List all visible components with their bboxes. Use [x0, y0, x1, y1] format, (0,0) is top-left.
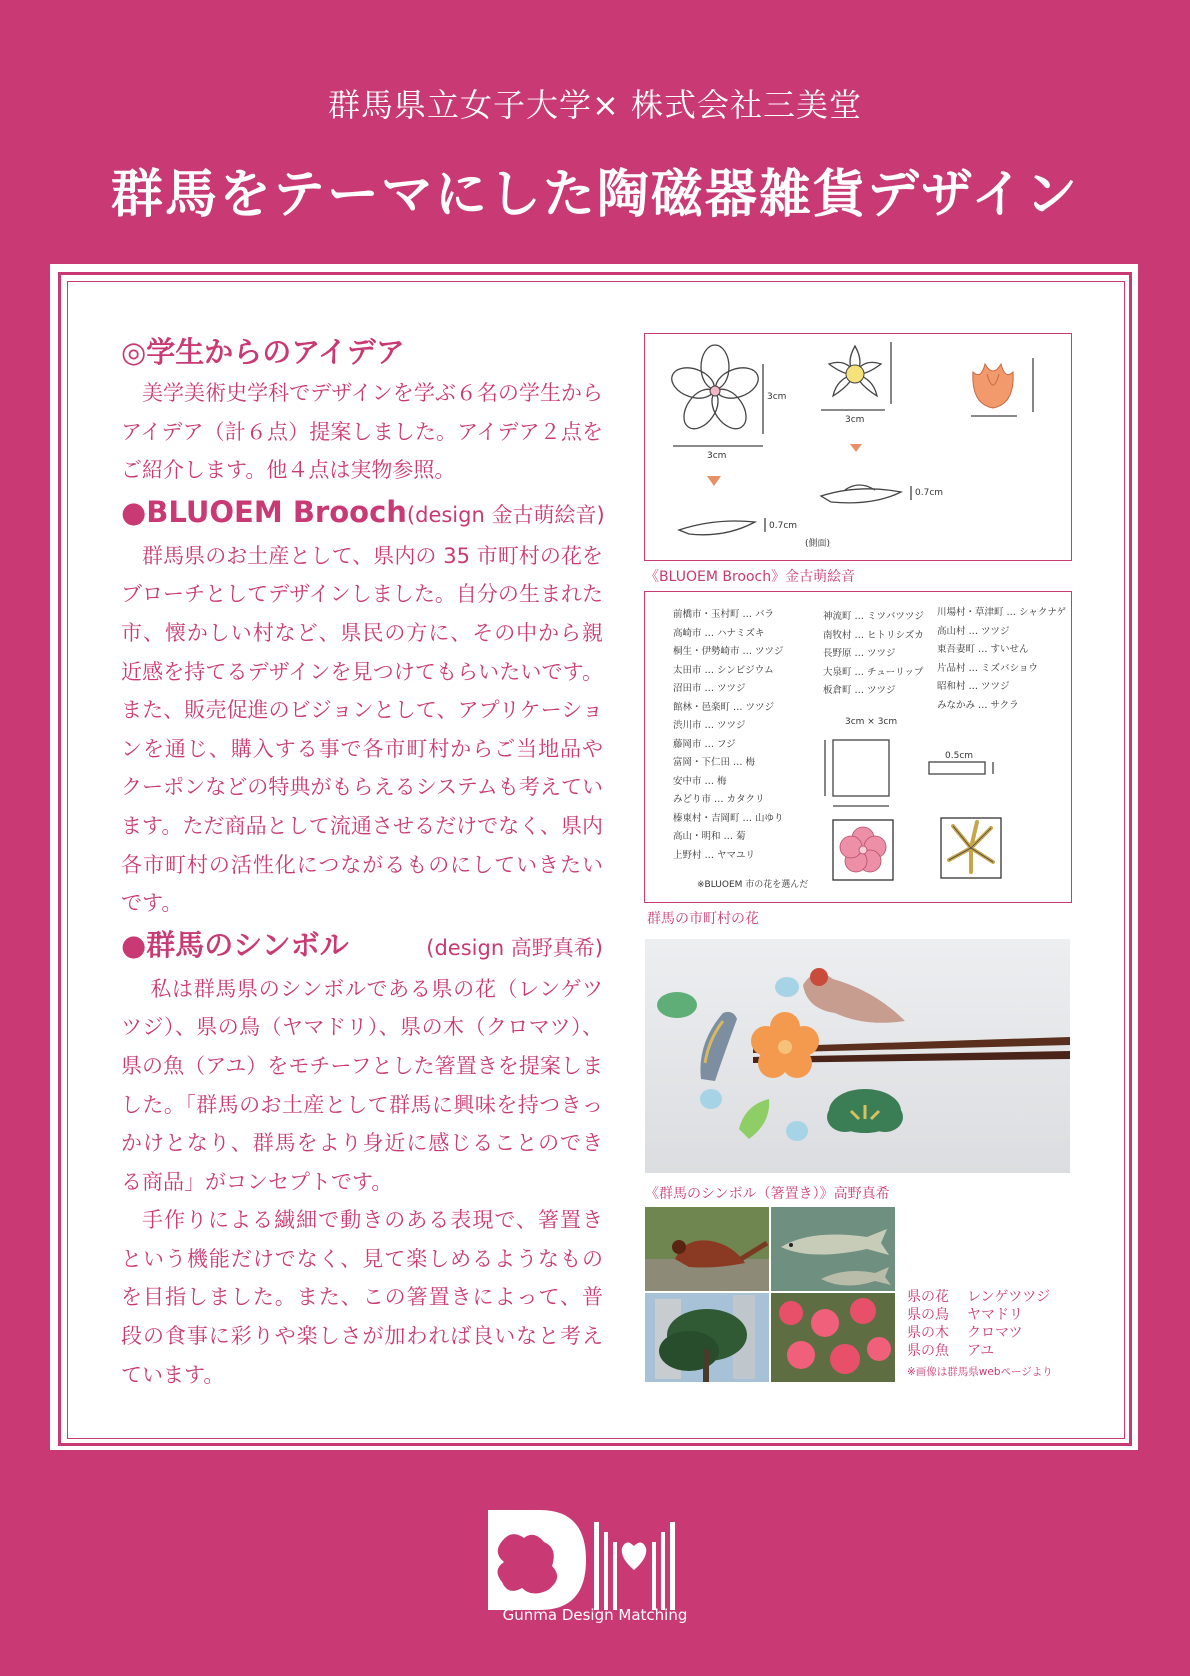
flower-list-item: 富岡・下仁田 … 梅: [673, 757, 756, 768]
azalea-illustration: [771, 1293, 895, 1382]
legend-row: [907, 1306, 1053, 1324]
intro-heading: ◎学生からのアイデア: [121, 335, 405, 369]
pheasant-illustration: [645, 1207, 769, 1291]
pine-illustration: [645, 1293, 769, 1382]
flower-list-item: 館林・邑楽町 … ツツジ: [673, 701, 775, 713]
legend-note: ※画像は群馬県webページより: [907, 1366, 1053, 1378]
flower-list-item: 高山村 … ツツジ: [937, 625, 1010, 637]
sketch-note: ※BLUOEM 市の花を選んだ: [697, 880, 809, 890]
pine-photo: [645, 1293, 769, 1382]
poster-title: 群馬をテーマにした陶磁器雑貨デザイン: [110, 165, 1080, 225]
flower-list-item: みなかみ … サクラ: [937, 699, 1019, 711]
lily-tile: [941, 818, 1001, 878]
narcissus-sketch: [829, 346, 881, 396]
flower-list-item: みどり市 … カタクリ: [673, 794, 765, 805]
azalea-photo: [771, 1293, 895, 1382]
bluoem-designer: (design 金古萌絵音): [406, 502, 605, 527]
dim-text-1: 3cm: [767, 392, 787, 402]
legend-key: 県の花: [907, 1289, 949, 1305]
flower-list-item: 板倉町 … ツツジ: [823, 685, 896, 696]
legend-row: [907, 1324, 1053, 1342]
legend-value: ヤマドリ: [967, 1307, 1023, 1323]
side-view-text: (側面): [805, 539, 831, 549]
symbol-heading: ●群馬のシンボル: [121, 927, 349, 962]
size-text: 3cm × 3cm: [845, 717, 898, 727]
flower-list-item: 東吾妻町 … すいせん: [937, 644, 1029, 655]
flower-list-item: 安中市 … 梅: [673, 775, 727, 787]
symbol-body-2: 手作りによる繊細で動きのある表現で、箸置きという機能だけでなく、見て楽しめるようなものを目指しました。また、この箸置きによって、普段の食事に彩りや楽しさが加われば良いなと考えています。: [121, 1208, 603, 1387]
chopstick-rest-illustration: [645, 939, 1070, 1173]
bluoem-heading-row: [121, 490, 603, 537]
dim-text-3: 3cm: [845, 415, 865, 425]
thickness-text-1: 0.7cm: [769, 521, 798, 531]
flower-list-item: 桐生・伊勢崎市 … ツツジ: [673, 646, 784, 657]
pheasant-photo: [645, 1207, 769, 1291]
brooch-sketch-drawing: [645, 334, 1070, 559]
flower-list-item: 高崎市 … ハナミズキ: [673, 627, 765, 639]
dim-text-2: 3cm: [707, 451, 727, 461]
legend-row: [907, 1288, 1053, 1306]
city-flowers-drawing: [645, 592, 1070, 901]
chopstick-rest-caption: 《群馬のシンボル（箸置き）》高野真希: [645, 1186, 890, 1202]
flower-list-item: 榛東村・吉岡町 … 山ゆり: [673, 812, 784, 824]
city-flowers-sketch: [644, 591, 1072, 903]
ayu-photo: [771, 1207, 895, 1291]
flower-list-item: 昭和村 … ツツジ: [937, 681, 1010, 692]
flower-list-item: 神流町 … ミツバツツジ: [823, 611, 924, 622]
bluoem-heading: ●BLUOEM Brooch: [121, 494, 407, 529]
sakura-sketch: [668, 345, 763, 435]
legend-value: レンゲツツジ: [967, 1289, 1051, 1305]
legend-key: 県の木: [907, 1325, 949, 1341]
flower-list-item: 渋川市 … ツツジ: [673, 720, 746, 731]
legend-key: 県の魚: [907, 1343, 949, 1359]
thickness-text-3: 0.5cm: [945, 751, 974, 761]
legend-value: アユ: [967, 1343, 995, 1359]
flower-list-item: 高山・明和 … 菊: [673, 831, 746, 842]
flower-list-item: 上野村 … ヤマユリ: [673, 849, 756, 861]
chopstick-rest-photo: [645, 939, 1070, 1173]
text-column: [121, 330, 603, 1394]
legend-value: クロマツ: [967, 1325, 1023, 1341]
gdm-logo: [486, 1508, 676, 1618]
symbol-body-1: 私は群馬県のシンボルである県の花（レンゲツツジ）、県の鳥（ヤマドリ）、県の木（クロマツ）、県の魚（アユ）をモチーフとした箸置きを提案しました。「群馬のお土産として群馬に興味を持つきっかけとなり、群馬をより身近に感じることのできる商品」がコンセプトです。: [121, 976, 603, 1194]
symbol-designer: (design 高野真希): [426, 935, 603, 960]
symbol-legend: [907, 1288, 1053, 1381]
legend-row: [907, 1342, 1053, 1360]
brooch-sketch: [644, 333, 1072, 561]
logo-text: Gunma Design Matching: [502, 1606, 688, 1624]
poster-subtitle: 群馬県立女子大学× 株式会社三美堂: [328, 86, 862, 124]
flower-list-item: 大泉町 … チューリップ: [823, 666, 924, 678]
ume-tile: [833, 820, 893, 880]
intro-body: 美学美術史学科でデザインを学ぶ６名の学生からアイデア（計６点）提案しました。アイデア２点をご紹介します。他４点は実物参照。: [121, 381, 603, 483]
bluoem-body: 群馬県のお土産として、県内の 35 市町村の花をブローチとしてデザインしました。自分の生まれた市、懐かしい村など、県民の方に、その中から親近感を持てるデザインを見つけてもらいたいです。また、販売促進のビジョンとして、アプリケーションを通じ、購入する事で各市町村からご当地品やクーポンなどの特典がもらえるシステムも考えています。ただ商品として流通させるだけでなく、県内各市町村の活性化につながるものにしていきたいです。: [121, 543, 603, 916]
flower-list-item: 前橋市・玉村町 … バラ: [673, 609, 775, 620]
flower-list-item: 太田市 … シンビジウム: [673, 664, 774, 676]
flower-list-item: 沼田市 … ツツジ: [673, 683, 746, 694]
city-flowers-caption: 群馬の市町村の花: [647, 911, 759, 927]
tulip-sketch: [973, 364, 1013, 408]
ayu-illustration: [771, 1207, 895, 1291]
legend-key: 県の鳥: [907, 1307, 949, 1323]
symbol-heading-row: [121, 923, 603, 970]
flower-list-item: 川場村・草津町 … シャクナゲ: [937, 607, 1066, 618]
thickness-text-2: 0.7cm: [915, 488, 944, 498]
brooch-caption: 《BLUOEM Brooch》金古萌絵音: [645, 569, 856, 585]
flower-list-item: 南牧村 … ヒトリシズカ: [823, 629, 924, 641]
flower-list-item: 藤岡市 … フジ: [673, 738, 736, 750]
flower-list-item: 片品村 … ミズバショウ: [937, 662, 1038, 674]
flower-list-item: 長野原 … ツツジ: [823, 648, 896, 659]
